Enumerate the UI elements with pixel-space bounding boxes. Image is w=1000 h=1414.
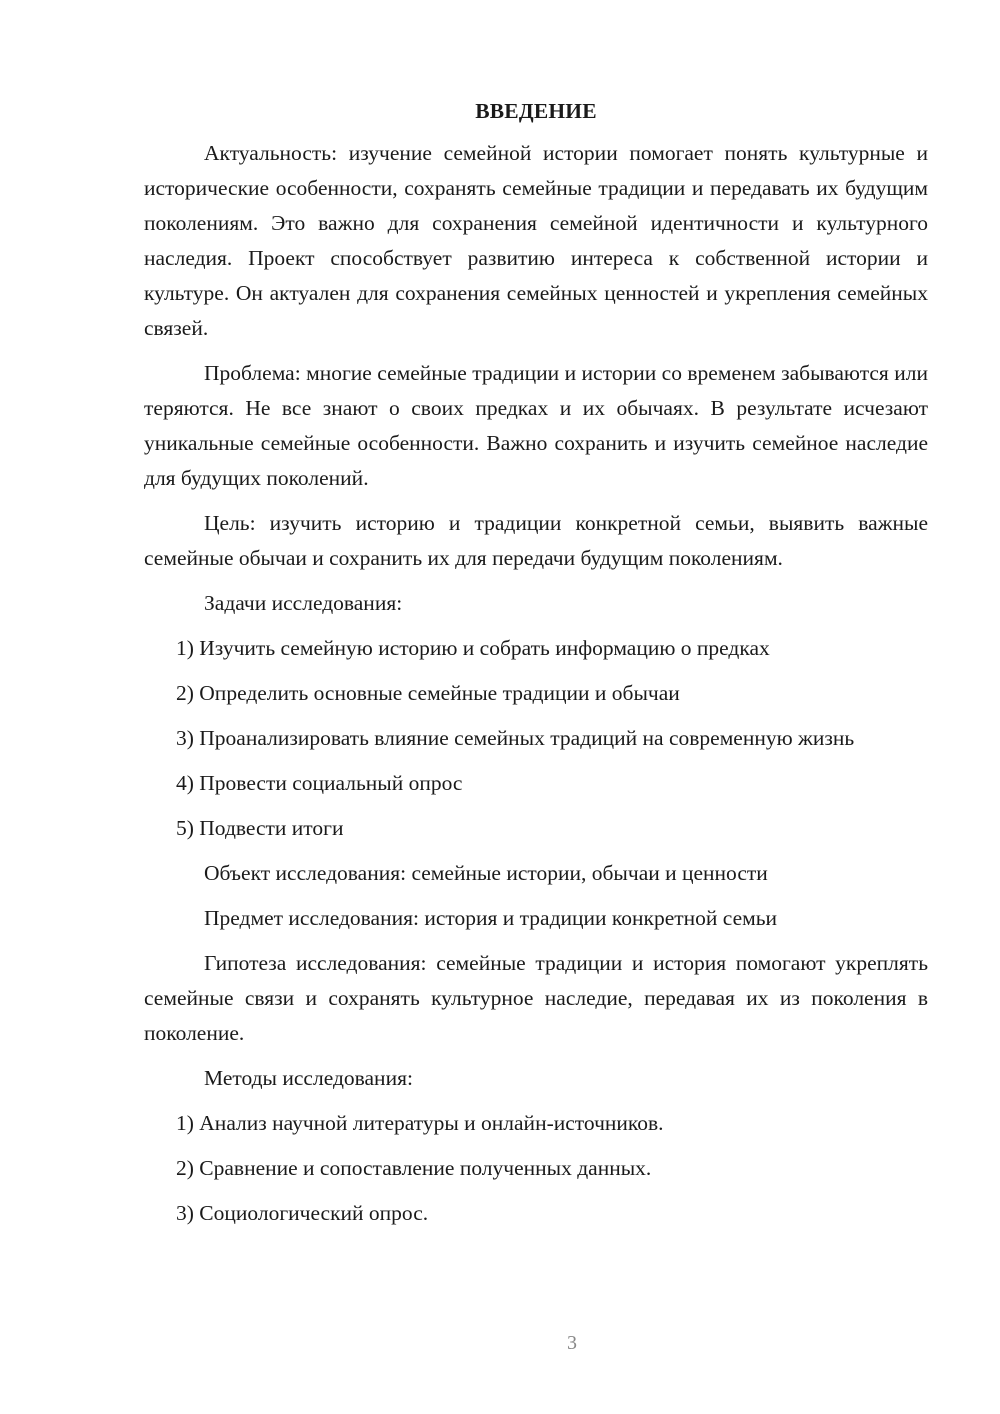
page-number: 3 xyxy=(567,1332,577,1354)
research-object: Объект исследования: семейные истории, обычаи и ценности xyxy=(204,861,768,885)
relevance-paragraph: Актуальность: изучение семейной истории помогает понять культурные и исторические особенности, сохранять семейные традиции и передавать их будущим поколениям. Это важно для сохранения семейной идентичности и культурного наследия. Проект способствует развитию интереса к собственной истории и культуре. Он актуален для сохранения семейных ценностей и укрепления семейных связей. xyxy=(144,141,928,340)
task-item-1: 1) Изучить семейную историю и собрать информацию о предках xyxy=(176,636,770,660)
problem-paragraph: Проблема: многие семейные традиции и истории со временем забываются или теряются. Не все знают о своих предках и их обычаях. В результате исчезают уникальные семейные особенности. Важно сохранить и изучить семейное наследие для будущих поколений. xyxy=(144,361,928,490)
methods-heading: Методы исследования: xyxy=(204,1066,413,1090)
page-title: ВВЕДЕНИЕ xyxy=(475,99,597,123)
method-item-2: 2) Сравнение и сопоставление полученных данных. xyxy=(176,1156,652,1180)
document-page xyxy=(144,96,928,1241)
task-item-3: 3) Проанализировать влияние семейных традиций на современную жизнь xyxy=(176,726,855,750)
task-item-4: 4) Провести социальный опрос xyxy=(176,771,463,795)
research-subject: Предмет исследования: история и традиции конкретной семьи xyxy=(204,906,778,930)
method-item-1: 1) Анализ научной литературы и онлайн-источников. xyxy=(176,1111,664,1135)
goal-paragraph: Цель: изучить историю и традиции конкретной семьи, выявить важные семейные обычаи и сохранить их для передачи будущим поколениям. xyxy=(144,511,928,570)
hypothesis-paragraph: Гипотеза исследования: семейные традиции и история помогают укреплять семейные связи и сохранять культурное наследие, передавая их из поколения в поколение. xyxy=(144,951,928,1045)
task-item-2: 2) Определить основные семейные традиции и обычаи xyxy=(176,681,680,705)
method-item-3: 3) Социологический опрос. xyxy=(176,1201,429,1225)
tasks-heading: Задачи исследования: xyxy=(204,591,403,615)
task-item-5: 5) Подвести итоги xyxy=(176,816,344,840)
